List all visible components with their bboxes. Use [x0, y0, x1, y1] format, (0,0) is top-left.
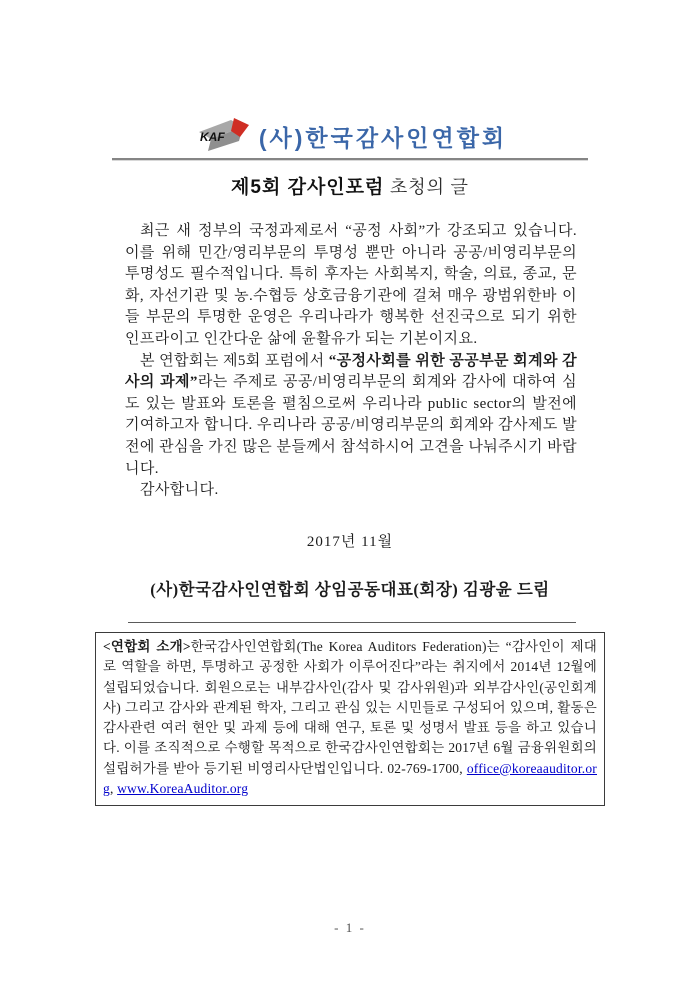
- paragraph-1-text: 최근 새 정부의 국정과제로서 “공정 사회”가 강조되고 있습니다. 이를 위해 민간/영리부문의 투명성 뿐만 아니라 공공/비영리부문의 투명성도 필수적입니다. 특히 후자는 사회복지, 학술, 의료, 종교, 문화, 자선기관 및 농.수협등 상호금융기관에 걸쳐 매우 광범위한바 이들 부문의 투명한 운영은 우리나라가 행복한 선진국으로 되기 위한 인프라이고 인간다운 삶에 윤활유가 되는 기본이지요.: [125, 223, 577, 347]
- link-separator: ,: [109, 781, 118, 797]
- document-title-main: 제5회 감사인포럼: [231, 177, 385, 198]
- website-link[interactable]: www.KoreaAuditor.org: [117, 781, 249, 797]
- paragraph-2-pre: 본 연합회는 제5회 포럼에서: [140, 352, 329, 369]
- kaf-logo-icon: [193, 114, 251, 159]
- signature-divider: [128, 622, 576, 623]
- kaf-logo-text: KAF: [199, 130, 225, 144]
- paragraph-2: [125, 351, 577, 481]
- document-title: [0, 172, 700, 199]
- closing-line: [125, 480, 577, 502]
- org-name: (사)한국감사인연합회: [258, 125, 508, 151]
- document-title-sub: 초청의 글: [384, 177, 469, 197]
- about-box-label: <연합회 소개>: [103, 639, 191, 654]
- date-line: 2017년 11월: [306, 534, 394, 550]
- paragraph-2-post: 라는 주제로 공공/비영리부문의 회계와 감사에 대하여 심도 있는 발표와 토론을 펼침으로써 우리나라 public sector의 발전에 기여하고자 합니다. 우리나라 공공/비영리부문의 회계와 감사제도 발전에 관심을 가진 많은 분들께서 참석하시어 고견을 나눠주시기 바랍니다.: [125, 374, 577, 477]
- page-number: - 1 -: [334, 920, 366, 935]
- paragraph-1: [125, 221, 577, 351]
- forum-topic: “공정사회를 위한 공공부문 회계와 감사의 과제”: [125, 352, 577, 391]
- letter-body: [125, 221, 577, 502]
- header-divider: [112, 158, 588, 161]
- about-box-text: 한국감사인연합회(The Korea Auditors Federation)는 “감사인이 제대로 역할을 하면, 투명하고 공정한 사회가 이루어진다”라는 취지에서 2014년 12월에 설립되었습니다. 회원으로는 내부감사인(감사 및 감사위원)과 외부감사인(공인회계사) 그리고 감사와 관계된 학자, 그리고 관심 있는 시민들로 구성되어 있으며, 활동은 감사관련 여러 현안 및 과제 등에 대해 연구, 토론 및 성명서 발표 등을 하고 있습니다. 이를 조직적으로 수행할 목적으로 한국감사인연합회는 2017년 6월 금융위원회의 설립허가를 받아 등기된 비영리사단법인입니다. 02-769-1700,: [103, 639, 597, 776]
- email-link[interactable]: office@koreaauditor.org: [103, 760, 597, 797]
- signature-line: (사)한국감사인연합회 상임공동대표(회장) 김광윤 드림: [150, 580, 550, 599]
- closing-text: 감사합니다.: [140, 482, 219, 499]
- org-header: [0, 114, 700, 159]
- about-box: [95, 632, 605, 806]
